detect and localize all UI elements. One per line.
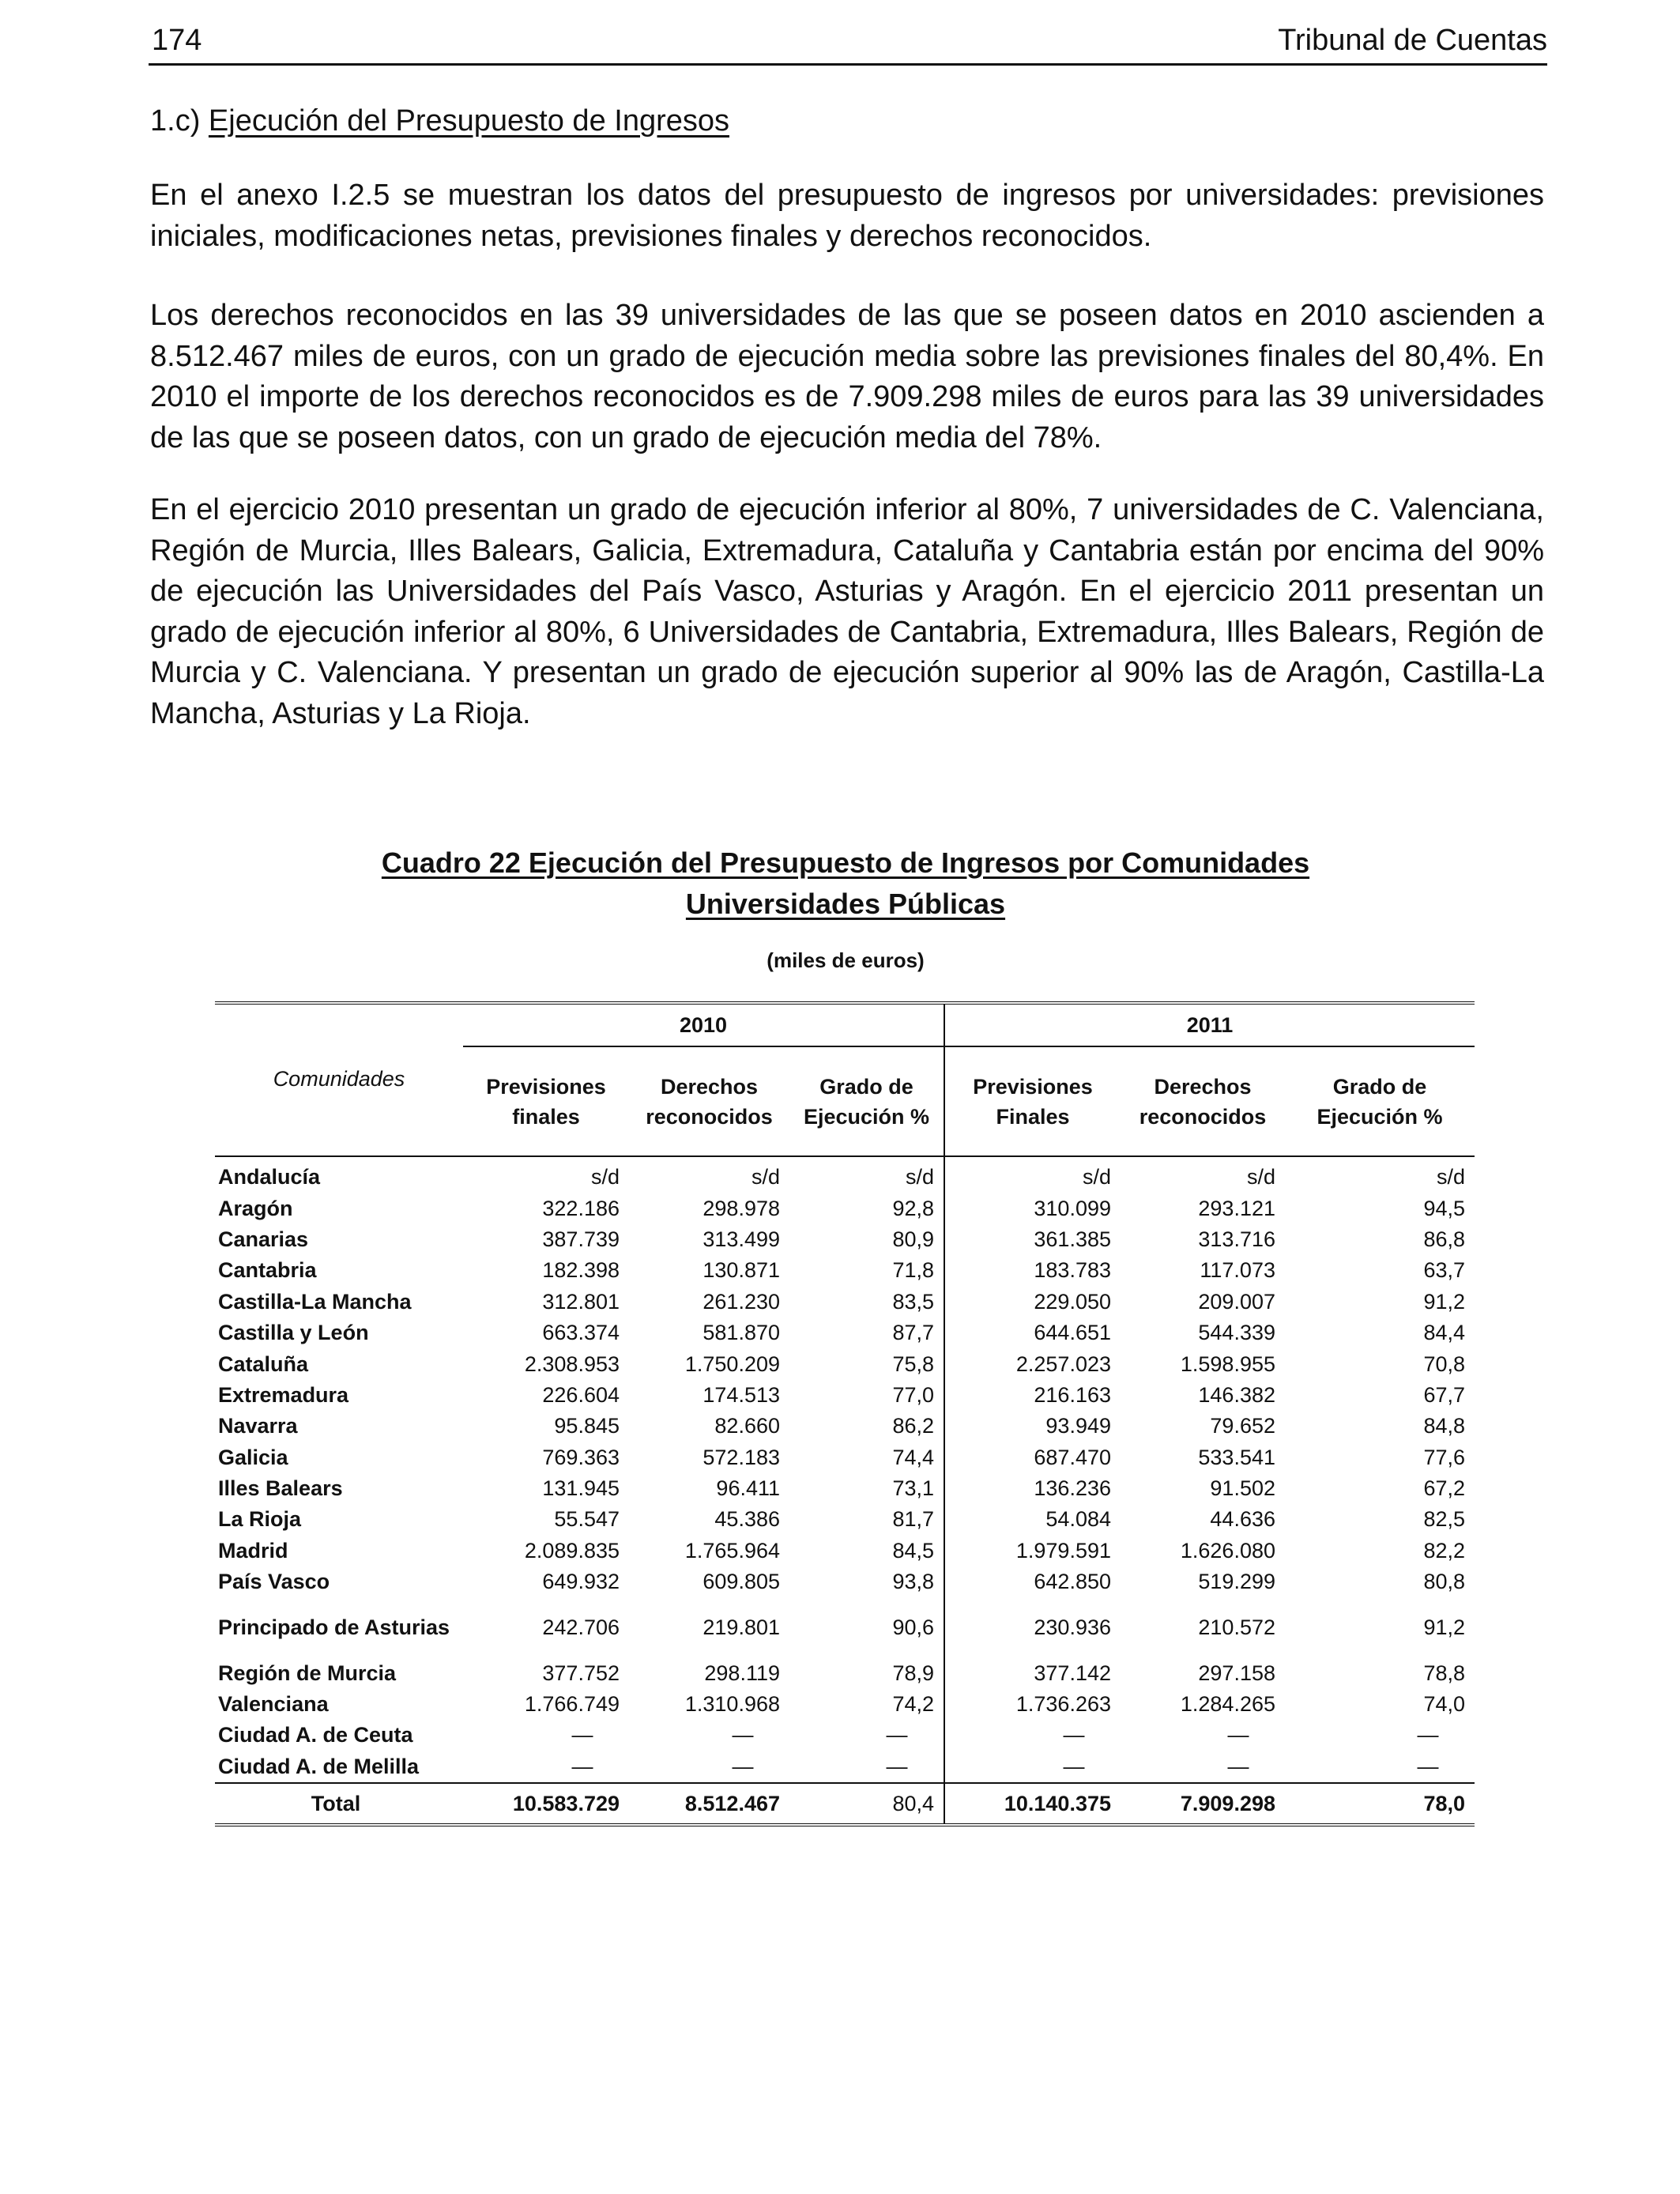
table-cell: 93,8 [789, 1566, 944, 1597]
table-row [215, 1720, 1475, 1751]
dash-value: — [1227, 1754, 1249, 1778]
table-cell: 1.736.263 [1015, 1692, 1111, 1717]
community-name: Ciudad A. de Ceuta [218, 1723, 413, 1747]
col-header-2011-grado: Grado de Ejecución % [1285, 1046, 1475, 1156]
table-row [215, 1689, 1475, 1720]
table-cell: 83,5 [789, 1287, 944, 1318]
table-cell: 82,5 [1423, 1507, 1465, 1532]
community-name: Cantabria [218, 1258, 317, 1283]
table-cell: 94,5 [1423, 1196, 1465, 1220]
total-cell: 8.512.467 [629, 1783, 789, 1825]
table-cell [789, 1751, 944, 1783]
dash-value: — [1063, 1754, 1085, 1778]
table-cell: 533.541 [1198, 1445, 1275, 1469]
table-column-header-row [215, 1046, 1475, 1156]
table-row [215, 1536, 1475, 1566]
table-cell: s/d [789, 1156, 944, 1193]
table-cell: 649.932 [542, 1570, 620, 1594]
table-cell: 242.706 [542, 1615, 620, 1640]
table-unit: (miles de euros) [767, 948, 925, 972]
table-cell: 361.385 [1034, 1227, 1111, 1251]
table-cell: 74,4 [789, 1442, 944, 1473]
year-2010-header: 2010 [463, 1003, 944, 1046]
col-header-2010-previsiones: Previsiones finales [463, 1046, 629, 1156]
table-row [215, 1566, 1475, 1597]
table-cell [1285, 1720, 1475, 1751]
table-cell: 136.236 [1034, 1476, 1111, 1501]
table-cell: 78,9 [789, 1657, 944, 1688]
table-cell: 86,2 [789, 1411, 944, 1442]
table-cell: 183.783 [1034, 1258, 1111, 1283]
table-cell: 117.073 [1200, 1258, 1275, 1283]
table-cell: 581.870 [703, 1321, 780, 1345]
table-container [215, 1001, 1475, 1826]
community-name: País Vasco [218, 1570, 330, 1594]
table-row [215, 1255, 1475, 1286]
table-row [215, 1411, 1475, 1442]
table-cell: 1.979.591 [1015, 1538, 1111, 1563]
community-name: Madrid [218, 1538, 288, 1563]
table-cell: 44.636 [1210, 1507, 1275, 1532]
year-2011-header: 2011 [944, 1003, 1475, 1046]
table-cell: 298.119 [704, 1661, 780, 1685]
table-cell: 63,7 [1423, 1258, 1465, 1283]
col-header-2011-derechos: Derechos reconocidos [1121, 1046, 1285, 1156]
table-total-row [215, 1783, 1475, 1825]
table-cell: 377.752 [542, 1661, 620, 1685]
table-cell: 216.163 [1034, 1382, 1111, 1407]
table-cell: 77,6 [1423, 1445, 1465, 1469]
table-cell: 67,2 [1423, 1476, 1465, 1501]
table-cell: 377.142 [1034, 1661, 1111, 1685]
page-header [149, 17, 1547, 66]
table-row [215, 1193, 1475, 1223]
table-cell: 293.121 [1198, 1196, 1275, 1220]
table-cell: 95.845 [554, 1414, 620, 1438]
table-cell: 55.547 [554, 1507, 620, 1532]
table-cell [789, 1720, 944, 1751]
table-cell: 261.230 [703, 1289, 780, 1314]
table-cell: 609.805 [703, 1570, 780, 1594]
table-cell: 687.470 [1034, 1445, 1111, 1469]
table-cell: 82.660 [714, 1414, 780, 1438]
table-cell: 90,6 [789, 1597, 944, 1657]
table-cell: 1.310.968 [684, 1692, 780, 1717]
table-row [215, 1318, 1475, 1348]
table-cell: 322.186 [542, 1196, 620, 1220]
table-cell: 230.936 [1034, 1615, 1111, 1640]
page-number: 174 [152, 24, 202, 57]
table-cell: 86,8 [1423, 1227, 1465, 1251]
table-cell: 298.978 [703, 1196, 780, 1220]
table-cell [1121, 1751, 1285, 1783]
col-header-2011-previsiones: Previsiones Finales [944, 1046, 1121, 1156]
dash-value: — [1417, 1754, 1439, 1778]
community-name: Valenciana [218, 1692, 329, 1717]
table-cell: 387.739 [542, 1227, 620, 1251]
dash-value: — [886, 1723, 908, 1747]
total-cell: 80,4 [789, 1783, 944, 1825]
table-cell: 91,2 [1423, 1289, 1465, 1314]
table-cell [1121, 1720, 1285, 1751]
table-cell: s/d [1082, 1165, 1111, 1189]
table-cell: 73,1 [789, 1473, 944, 1504]
table-cell: 642.850 [1034, 1570, 1111, 1594]
table-row [215, 1442, 1475, 1473]
table-cell: s/d [590, 1165, 620, 1189]
total-cell: 78,0 [1285, 1783, 1475, 1825]
table-cell: 92,8 [789, 1193, 944, 1223]
table-cell: 91,2 [1423, 1615, 1465, 1640]
table-cell: 131.945 [542, 1476, 620, 1501]
total-cell: 10.140.375 [944, 1783, 1121, 1825]
section-number: 1.c) [150, 104, 201, 138]
table-cell: 1.598.955 [1180, 1351, 1275, 1376]
table-cell: 313.716 [1198, 1227, 1275, 1251]
community-name: Castilla y León [218, 1321, 369, 1345]
table-row [215, 1597, 1475, 1657]
community-name: Navarra [218, 1414, 298, 1438]
table-cell: 81,7 [789, 1504, 944, 1535]
table-row [215, 1156, 1475, 1193]
dash-value: — [732, 1723, 754, 1747]
col-header-2010-derechos: Derechos reconocidos [629, 1046, 789, 1156]
table-cell: 78,8 [1423, 1661, 1465, 1685]
table-cell [629, 1751, 789, 1783]
community-name: Canarias [218, 1227, 309, 1251]
table-cell: 74,0 [1423, 1692, 1465, 1717]
table-cell: s/d [751, 1165, 780, 1189]
table-caption [142, 843, 1549, 925]
table-cell: 84,4 [1423, 1321, 1465, 1345]
table-cell: 312.801 [542, 1289, 620, 1314]
total-cell: 10.583.729 [463, 1783, 629, 1825]
table-cell [463, 1720, 629, 1751]
table-row [215, 1287, 1475, 1318]
community-name: Castilla-La Mancha [218, 1289, 412, 1314]
table-cell: 2.257.023 [1015, 1351, 1111, 1376]
dash-value: — [886, 1754, 908, 1778]
table-cell: 79.652 [1210, 1414, 1275, 1438]
table-cell: s/d [1436, 1165, 1465, 1189]
table-cell: 572.183 [703, 1445, 780, 1469]
table-cell: 313.499 [703, 1227, 780, 1251]
table-cell: 80,8 [1423, 1570, 1465, 1594]
paragraph-1: En el anexo I.2.5 se muestran los datos del presupuesto de ingresos por universidades: previsiones iniciales, modificaciones netas, previsiones finales y derechos reconocidos. [150, 179, 1544, 253]
dash-value: — [571, 1754, 593, 1778]
table-cell: 310.099 [1034, 1196, 1111, 1220]
table-caption-line-1: Cuadro 22 Ejecución del Presupuesto de Ingresos por Comunidades [381, 846, 1310, 879]
table-cell: 1.766.749 [524, 1692, 620, 1717]
table-cell: 519.299 [1198, 1570, 1275, 1594]
table-cell: 146.382 [1198, 1382, 1275, 1407]
table-cell: 80,9 [789, 1224, 944, 1255]
table-cell: 45.386 [714, 1507, 780, 1532]
table-cell: 229.050 [1034, 1289, 1111, 1314]
dash-value: — [1417, 1723, 1439, 1747]
community-name: Ciudad A. de Melilla [218, 1754, 420, 1778]
total-cell: 7.909.298 [1121, 1783, 1285, 1825]
paragraph-3: En el ejercicio 2010 presentan un grado de ejecución inferior al 80%, 7 universidades de C. Valenciana, Región de Murcia, Illes Balears, Galicia, Extremadura, Cataluña y Cantabria están por encima del 90% de ejecución las Universidades del País Vasco, Asturias y Aragón. En el ejercicio 2011 presentan un grado de ejecución inferior al 80%, 6 Universidades de Cantabria, Extremadura, Illes Balears, Región de Murcia y C. Valenciana. Y presentan un grado de ejecución superior al 90% las de Aragón, Castilla-La Mancha, Asturias y La Rioja. [150, 493, 1544, 730]
table-year-row [215, 1003, 1475, 1046]
community-name: Principado de Asturias [218, 1615, 450, 1640]
table-row [215, 1348, 1475, 1379]
community-name: Cataluña [218, 1351, 309, 1376]
table-caption-line-2: Universidades Públicas [685, 888, 1006, 920]
table-cell: s/d [1246, 1165, 1275, 1189]
table-cell: 75,8 [789, 1348, 944, 1379]
community-name: Extremadura [218, 1382, 349, 1407]
table-cell: 174.513 [703, 1382, 780, 1407]
table-cell [944, 1751, 1121, 1783]
table-row [215, 1380, 1475, 1411]
table-cell: 297.158 [1198, 1661, 1275, 1685]
table-cell: 1.750.209 [684, 1351, 780, 1376]
table-cell: 93.949 [1045, 1414, 1111, 1438]
table-cell: 544.339 [1198, 1321, 1275, 1345]
table-cell: 210.572 [1198, 1615, 1275, 1640]
table-cell: 84,8 [1423, 1414, 1465, 1438]
total-label: Total [215, 1783, 463, 1825]
table-cell: 84,5 [789, 1536, 944, 1566]
table-cell [463, 1751, 629, 1783]
table-cell: 77,0 [789, 1380, 944, 1411]
table-cell: 644.651 [1034, 1321, 1111, 1345]
table-cell: 226.604 [542, 1382, 620, 1407]
table-cell: 182.398 [542, 1258, 620, 1283]
table-cell: 209.007 [1198, 1289, 1275, 1314]
table-row [215, 1473, 1475, 1504]
col-header-2010-grado: Grado de Ejecución % [789, 1046, 944, 1156]
table-row [215, 1504, 1475, 1535]
table-cell: 54.084 [1045, 1507, 1111, 1532]
section-title: Ejecución del Presupuesto de Ingresos [208, 104, 730, 138]
table-row [215, 1224, 1475, 1255]
table-cell: 1.765.964 [684, 1538, 780, 1563]
section-heading [150, 104, 729, 138]
table-cell: 91.502 [1210, 1476, 1275, 1501]
row-header-comunidades: Comunidades [215, 1046, 463, 1156]
table-cell [1285, 1751, 1475, 1783]
community-name: Andalucía [218, 1165, 321, 1189]
table-row [215, 1751, 1475, 1783]
table-cell: 1.626.080 [1180, 1538, 1275, 1563]
table-cell: 219.801 [703, 1615, 780, 1640]
table-cell: 67,7 [1423, 1382, 1465, 1407]
table-cell: 2.308.953 [524, 1351, 620, 1376]
community-name: Illes Balears [218, 1476, 343, 1501]
table-body [215, 1156, 1475, 1783]
table-cell: 130.871 [703, 1258, 780, 1283]
table-cell: 87,7 [789, 1318, 944, 1348]
table-cell: 70,8 [1423, 1351, 1465, 1376]
community-name: Galicia [218, 1445, 288, 1469]
table-cell: 96.411 [716, 1476, 780, 1501]
table-cell: 1.284.265 [1180, 1692, 1275, 1717]
dash-value: — [1063, 1723, 1085, 1747]
budget-execution-table [215, 1001, 1475, 1826]
community-name: Región de Murcia [218, 1661, 397, 1685]
publication-title: Tribunal de Cuentas [1278, 24, 1547, 57]
dash-value: — [732, 1754, 754, 1778]
dash-value: — [1227, 1723, 1249, 1747]
table-cell: 769.363 [542, 1445, 620, 1469]
paragraph-2: Los derechos reconocidos en las 39 universidades de las que se poseen datos en 2010 ascienden a 8.512.467 miles de euros, con un grado de ejecución media sobre las previsiones finales del 80,4%. En 2010 el importe de los derechos reconocidos es de 7.909.298 miles de euros para las 39 universidades de las que se poseen datos, con un grado de ejecución media del 78%. [150, 299, 1544, 454]
community-name: La Rioja [218, 1507, 302, 1532]
table-cell: 2.089.835 [524, 1538, 620, 1563]
table-cell: 663.374 [542, 1321, 620, 1345]
table-cell: 74,2 [789, 1689, 944, 1720]
table-row [215, 1657, 1475, 1688]
table-cell: 82,2 [1423, 1538, 1465, 1563]
community-name: Aragón [218, 1196, 293, 1220]
table-cell [944, 1720, 1121, 1751]
table-cell [629, 1720, 789, 1751]
dash-value: — [571, 1723, 593, 1747]
table-cell: 71,8 [789, 1255, 944, 1286]
